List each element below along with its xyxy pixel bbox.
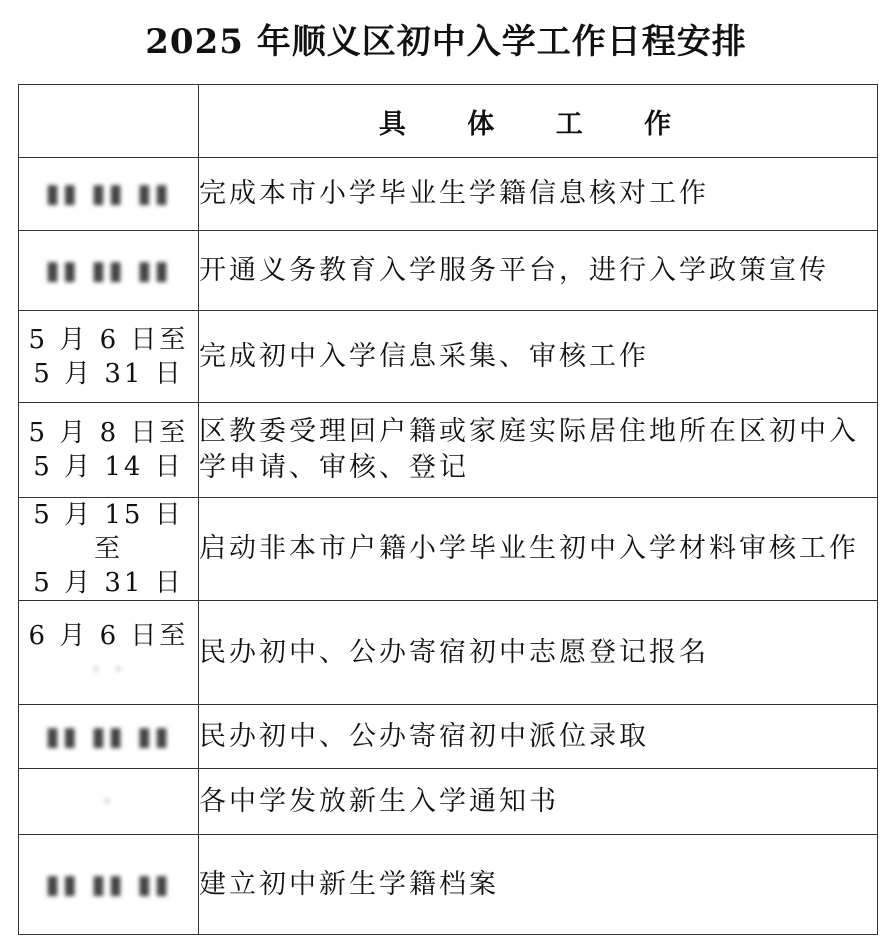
date-line: 6 月 6 日至 (28, 620, 189, 651)
date-line: · (102, 786, 115, 817)
table-row (19, 769, 878, 835)
table-row (19, 311, 878, 403)
work-cell: 各中学发放新生入学通知书 (199, 769, 878, 835)
date-line: 5 月 31 日 (33, 358, 184, 389)
date-cell (19, 835, 199, 935)
date-line: 5 月 14 日 (33, 452, 184, 482)
date-cell (19, 158, 199, 231)
work-cell: 区教委受理回户籍或家庭实际居住地所在区初中入学申请、审核、登记 (199, 403, 878, 498)
table-row (19, 231, 878, 311)
work-cell: 启动非本市户籍小学毕业生初中入学材料审核工作 (199, 498, 878, 601)
date-cell (19, 231, 199, 311)
header-work-cell: 具 体 工 作 (199, 85, 878, 158)
table-row (19, 601, 878, 705)
work-cell: 民办初中、公办寄宿初中派位录取 (199, 705, 878, 769)
date-cell (19, 705, 199, 769)
date-cell (19, 769, 199, 835)
date-line: 5 月 6 日至 (28, 324, 189, 355)
work-cell: 完成初中入学信息采集、审核工作 (199, 311, 878, 403)
date-line: 5 月 8 日至 (28, 418, 189, 448)
table-header-row (19, 85, 878, 158)
date-line: ▮▮ ▮▮ ▮▮ (45, 869, 172, 900)
date-cell (19, 403, 199, 498)
date-cell (19, 311, 199, 403)
page-title: 2025 年顺义区初中入学工作日程安排 (145, 22, 747, 62)
date-line: · · (91, 654, 126, 685)
work-cell: 民办初中、公办寄宿初中志愿登记报名 (199, 601, 878, 705)
work-cell: 开通义务教育入学服务平台，进行入学政策宣传 (199, 231, 878, 311)
schedule-table (18, 84, 878, 935)
date-line: ▮▮ ▮▮ ▮▮ (45, 721, 172, 752)
date-line: 5 月 15 日至 (33, 500, 184, 564)
table-row (19, 158, 878, 231)
table-row (19, 835, 878, 935)
work-cell: 建立初中新生学籍档案 (199, 835, 878, 935)
date-line: ▮▮ ▮▮ ▮▮ (45, 179, 172, 209)
date-cell (19, 498, 199, 601)
date-cell (19, 601, 199, 705)
date-line: ▮▮ ▮▮ ▮▮ (45, 255, 172, 286)
table-row (19, 498, 878, 601)
work-cell: 完成本市小学毕业生学籍信息核对工作 (199, 158, 878, 231)
date-line: 5 月 31 日 (33, 568, 184, 598)
table-row (19, 403, 878, 498)
table-row (19, 705, 878, 769)
header-date-cell (19, 85, 199, 158)
